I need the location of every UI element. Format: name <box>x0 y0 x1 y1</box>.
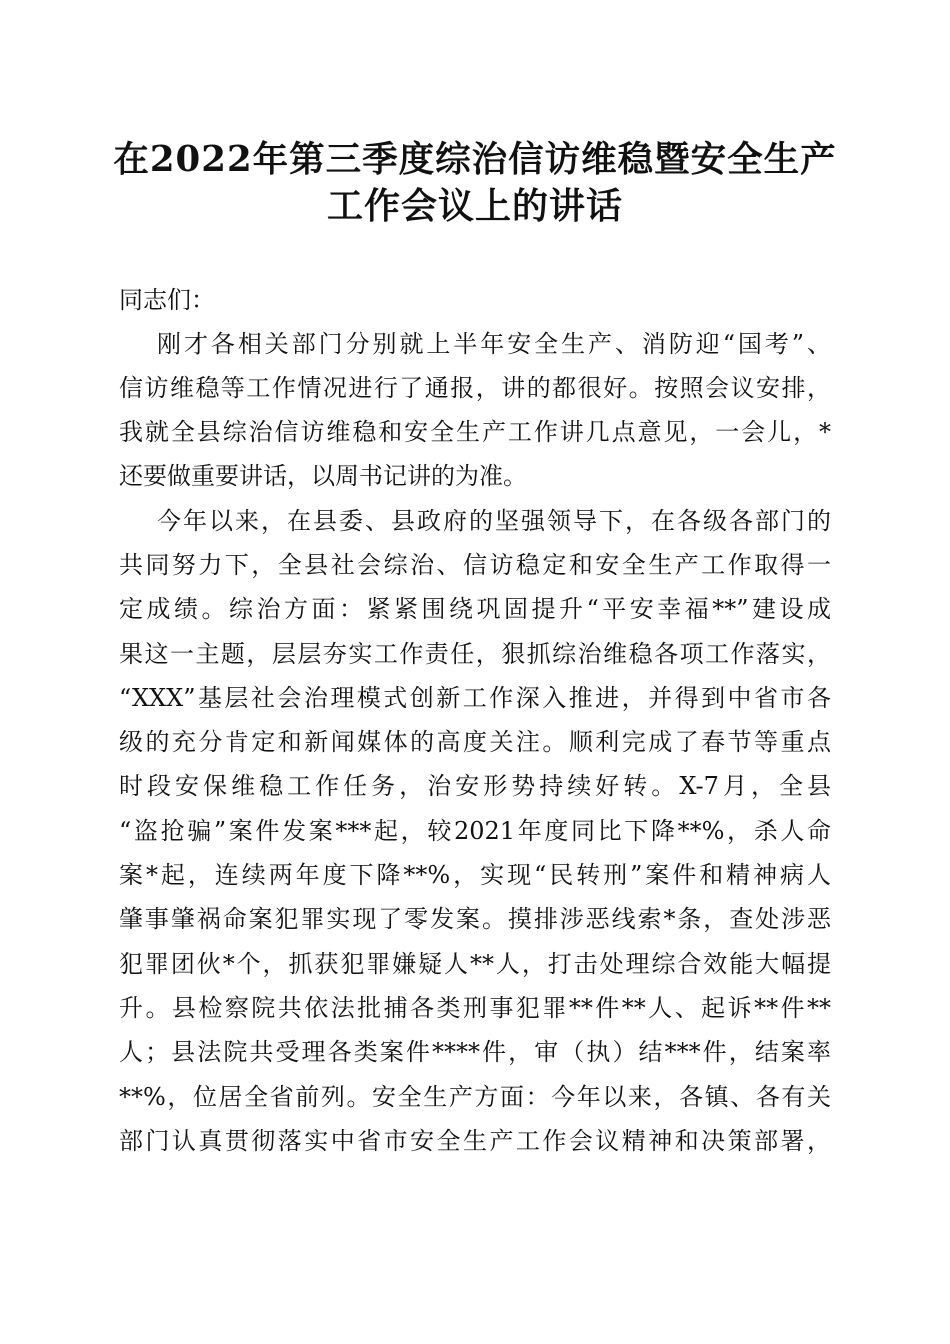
paragraph-1-line: 刚才各相关部门分别就上半年安全生产、消防迎“国考”、 <box>157 330 831 358</box>
paragraph-2-line: 部门认真贯彻落实中省市安全生产工作会议精神和决策部署， <box>119 1127 831 1155</box>
paragraph-2-line: 案*起，连续两年度下降**%，实现“民转刑”案件和精神病人 <box>119 861 831 889</box>
salutation: 同志们： <box>119 286 215 314</box>
paragraph-2-line: 定成绩。综治方面：紧紧围绕巩固提升“平安幸福**”建设成 <box>119 595 831 623</box>
paragraph-1-line: 我就全县综治信访维稳和安全生产工作讲几点意见，一会儿，* <box>119 418 831 446</box>
paragraph-2-line: 人；县法院共受理各类案件****件，审（执）结***件，结案率 <box>119 1038 831 1066</box>
paragraph-2-line: 共同努力下，全县社会综治、信访稳定和安全生产工作取得一 <box>119 551 831 579</box>
paragraph-2-line: 升。县检察院共依法批捕各类刑事犯罪**件**人、起诉**件** <box>119 994 831 1022</box>
paragraph-2-line: 肇事肇祸命案犯罪实现了零发案。摸排涉恶线索*条，查处涉恶 <box>119 905 831 933</box>
paragraph-2-line: 级的充分肯定和新闻媒体的高度关注。顺利完成了春节等重点 <box>119 728 831 756</box>
paragraph-2-line: 时段安保维稳工作任务，治安形势持续好转。X-7月，全县 <box>119 772 831 800</box>
paragraph-2-line: 果这一主题，层层夯实工作责任，狠抓综治维稳各项工作落实， <box>119 640 831 668</box>
paragraph-2-line: 犯罪团伙*个，抓获犯罪嫌疑人**人，打击处理综合效能大幅提 <box>119 950 831 978</box>
paragraph-2-line: “盗抢骗”案件发案***起，较2021年度同比下降**%，杀人命 <box>119 817 831 845</box>
document-title-line-1: 在2022年第三季度综治信访维稳暨安全生产 <box>113 139 837 180</box>
paragraph-2-line: 今年以来，在县委、县政府的坚强领导下，在各级各部门的 <box>157 507 831 535</box>
paragraph-2-line: “XXX”基层社会治理模式创新工作深入推进，并得到中省市各 <box>119 684 831 712</box>
paragraph-1-line: 还要做重要讲话，以周书记讲的为准。 <box>119 462 527 490</box>
paragraph-2-line: **%，位居全省前列。安全生产方面：今年以来，各镇、各有关 <box>119 1083 831 1111</box>
document-title-line-2: 工作会议上的讲话 <box>326 185 623 227</box>
paragraph-1-line: 信访维稳等工作情况进行了通报，讲的都很好。按照会议安排， <box>119 374 831 402</box>
